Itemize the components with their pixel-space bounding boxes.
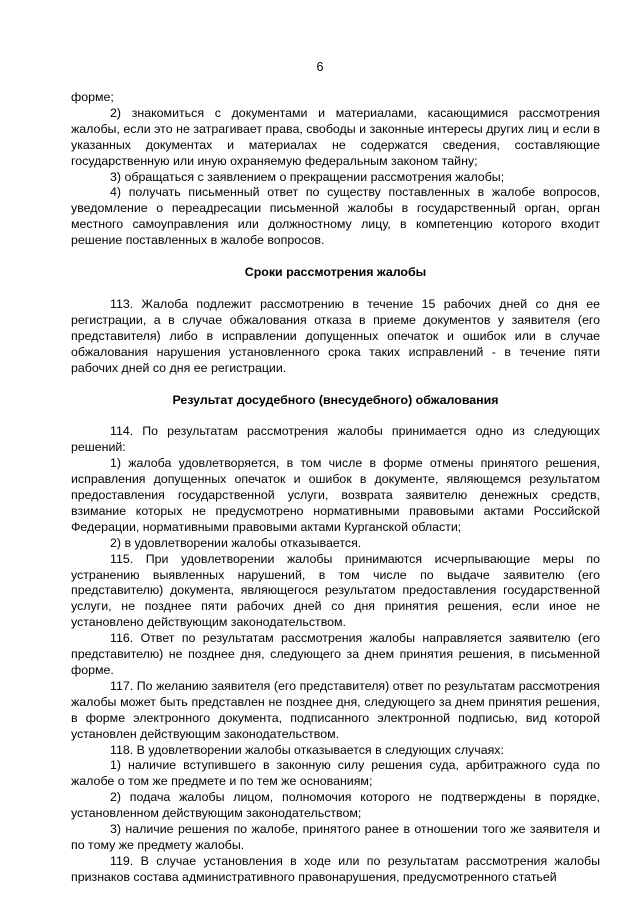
paragraph-118-3: 3) наличие решения по жалобе, принятого ранее в отношении того же заявителя и по тому же предмету жалобы. <box>71 822 600 852</box>
section-heading-review-terms: Сроки рассмотрения жалобы <box>244 265 427 280</box>
section-heading-appeal-result: Результат досудебного (внесудебного) обжалования <box>172 392 499 407</box>
paragraph-continuation: форме; <box>71 90 114 104</box>
paragraph-right-4: 4) получать письменный ответ по существу поставленных в жалобе вопросов, уведомление о переадресации письменной жалобы в государственный орган, орган местного самоуправления или должностному лицу, в компетенцию которого входит решение поставленных в жалобе вопросов. <box>71 185 600 248</box>
paragraph-118-2: 2) подача жалобы лицом, полномочия которого не подтверждены в порядке, установленном действующим законодательством; <box>71 790 600 821</box>
paragraph-116: 116. Ответ по результатам рассмотрения жалобы направляется заявителю (его представителю) не позднее дня, следующего за днем принятия решения, в письменной форме. <box>71 631 600 677</box>
paragraph-118-1: 1) наличие вступившего в законную силу решения суда, арбитражного суда по жалобе о том же предмете и по тем же основаниям; <box>71 758 600 789</box>
page-number: 6 <box>316 60 324 74</box>
paragraph-113: 113. Жалоба подлежит рассмотрению в течение 15 рабочих дней со дня ее регистрации, а в случае обжалования отказа в приеме документов у заявителя (его представителя) либо в исправлении допущенных опечаток и ошибок или в случае обжалования нарушения установленного срока таких исправлений - в течение пяти рабочих дней со дня ее регистрации. <box>71 296 600 375</box>
document-body <box>71 90 600 886</box>
paragraph-117: 117. По желанию заявителя (его представителя) ответ по результатам рассмотрения жалобы может быть представлен не позднее дня, следующего за днем принятия решения, в форме электронного документа, подписанного электронной подписью, вид которой установлен действующим законодательством. <box>71 678 600 741</box>
paragraph-119: 119. В случае установления в ходе или по результатам рассмотрения жалобы признаков состава административного правонарушения, предусмотренного статьей <box>71 853 600 884</box>
paragraph-114-2: 2) в удовлетворении жалобы отказывается. <box>110 535 362 550</box>
paragraph-114-1: 1) жалоба удовлетворяется, в том числе в форме отмены принятого решения, исправления допущенных опечаток и ошибок в документе, являющемся результатом предоставления государственной услуги, возврата заявителю денежных средств, взимание которых не предусмотрено нормативными правовыми актами Российской Федерации, нормативными правовыми актами Курганской области; <box>71 456 600 534</box>
paragraph-114: 114. По результатам рассмотрения жалобы принимается одно из следующих решений: <box>71 424 600 455</box>
paragraph-115: 115. При удовлетворении жалобы принимаются исчерпывающие меры по устранению выявленных нарушений, в том числе по выдаче заявителю (его представителю) документа, являющегося результатом предоставления государственной услуги, не позднее пяти рабочих дней со дня принятия решения, если иное не установлено действующим законодательством. <box>71 551 600 630</box>
paragraph-right-2: 2) знакомиться с документами и материалами, касающимися рассмотрения жалобы, если это не затрагивает права, свободы и законные интересы других лиц и если в указанных документах и материалах не содержатся сведения, составляющие государственную или иную охраняемую федеральным законом тайну; <box>71 105 600 168</box>
paragraph-118: 118. В удовлетворении жалобы отказывается в следующих случаях: <box>110 742 504 757</box>
paragraph-right-3: 3) обращаться с заявлением о прекращении рассмотрения жалобы; <box>110 169 505 184</box>
